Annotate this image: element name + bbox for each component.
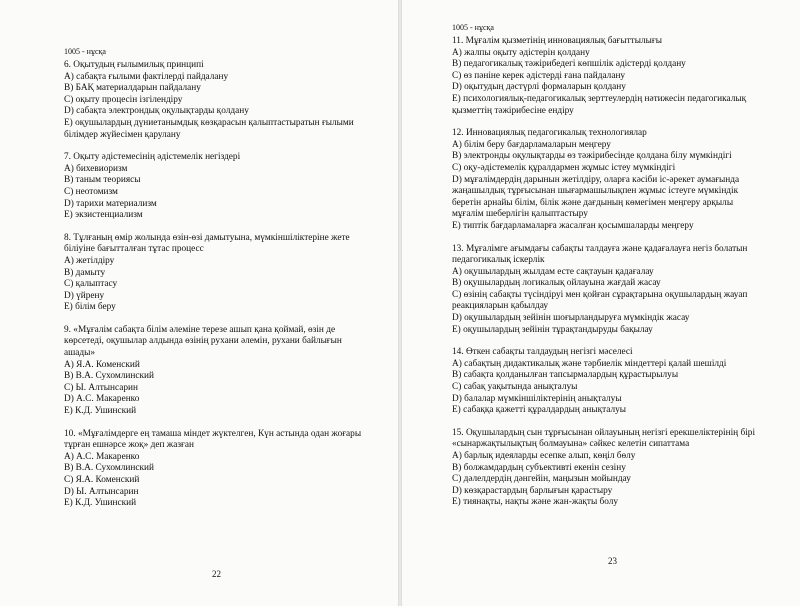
question-block [64, 152, 386, 222]
answer-option: C) өз пәніне керек әдістерді ғана пайдалану [452, 70, 626, 81]
answer-option: B) дамыту [64, 267, 106, 278]
page-header: 1005 - нұсқа [452, 23, 494, 32]
answer-option: B) БАҚ материалдарын пайдалану [64, 83, 201, 94]
question-block [452, 128, 792, 232]
answer-option: D) мұғалімдердің дарынын жетілдіру, оларға кәсіби іс-әрекет аумағында [452, 174, 740, 185]
answer-option: C) оқыту процесін ізгілендіру [64, 94, 183, 105]
question-block [452, 347, 792, 417]
answer-option: B) В.А. Сухомлинский [64, 463, 154, 474]
answer-option: B) таным теориясы [64, 175, 141, 186]
question-text: «сынаржақтылықтың болмауына» сәйкес келетін сипаттама [452, 439, 690, 450]
answer-option: E) типтік бағдарламаларға жасалған қосымшаларды меңгеру [452, 220, 694, 231]
answer-option: B) педагогикалық тәжірибедегі көпшілік әдістерді қолдану [452, 59, 686, 70]
question-text: тұрған ешнәрсе жоқ» деп жазған [64, 440, 194, 451]
question-text: 13. Мұғалімге ағымдағы сабақты талдауға және қадағалауға негіз болатын [452, 243, 748, 254]
answer-option: A) барлық идеяларды есепке алып, көңіл бөлу [452, 451, 636, 461]
answer-option: A) жетілдіру [64, 255, 115, 266]
answer-option: D) оқытудың дәстүрлі формаларын қолдану [452, 82, 626, 93]
answer-option: жаңашылдық тұрғысынан шығармашылықпен жұмыс істеуге мүмкіндік [452, 186, 739, 197]
answer-option: A) сабақта ғылыми фактілерді пайдалану [64, 71, 229, 82]
answer-option: C) дәлелдердің дәнгейін, маңызын мойындау [452, 474, 631, 485]
answer-option: D) балалар мүмкіншіліктерінің анықталуы [452, 393, 622, 404]
answer-option: E) экзистенциализм [64, 210, 143, 221]
question-block [64, 60, 386, 141]
question-block [64, 233, 386, 314]
answer-option: B) электронды оқулықтарды өз тәжірибесінде қолдана білу мүмкіндігі [452, 151, 732, 162]
right-page [402, 0, 800, 606]
answer-option: реакцияларын қабылдау [452, 301, 549, 312]
answer-option: E) оқушылардың зейінін тұрақтандыруды бақылау [452, 324, 653, 335]
left-page [0, 0, 398, 606]
question-text: 8. Тұлғаның өмір жолында өзін-өзі дамытуына, мүмкіншіліктеріне жете [64, 232, 350, 243]
question-text: 9. «Мұғалім сабақта білім әлеміне терезе ашып қана қоймай, өзін де [64, 324, 336, 335]
answer-option: C) неотомизм [64, 186, 118, 197]
answer-option: мұғалім шеберлігін қалыптастыру [452, 209, 588, 220]
page-number: 22 [212, 569, 221, 579]
question-block [64, 325, 386, 418]
answer-option: A) білім беру бағдарламаларын меңгеру [452, 139, 611, 150]
answer-option: A) жалпы оқыту әдістерін қолдану [452, 47, 590, 58]
question-text: ашады» [64, 348, 96, 359]
answer-option: B) болжамдардың субъективті екенін сезіну [452, 462, 626, 473]
question-text: педагогикалық іскерлік [452, 255, 545, 266]
question-block [452, 36, 792, 117]
answer-option: E) оқушылардың дүниетанымдық көзқарасын қалыптастыратын ғылыми [64, 117, 354, 128]
answer-option: A) оқушылардың жылдам есте сақтауын қадағалау [452, 266, 654, 277]
answer-option: D) үйрену [64, 290, 105, 301]
question-text: 10. «Мұғалімдерге ең тамаша міндет жүктелген, Күн астында одан жоғары [64, 428, 362, 439]
question-text: 11. Мұғалім қызметінің инновациялық бағыттылығы [452, 36, 662, 46]
question-list [64, 60, 386, 521]
answer-option: C) Ы. Алтынсарин [64, 382, 138, 393]
question-text: біліуіне бағытталған тұтас процесс [64, 244, 204, 255]
question-block [64, 429, 386, 510]
page-number: 23 [608, 556, 617, 566]
answer-option: C) сабақ уақытында анықталуы [452, 382, 578, 393]
answer-option: A) сабақтың дидактикалық және тәрбиелік міндеттері қалай шешілді [452, 358, 727, 369]
question-text: 7. Оқыту әдістемесінің әдістемелік негіздері [64, 152, 241, 163]
question-text: 6. Оқытудың ғылымилық принципі [64, 60, 204, 70]
answer-option: C) оқу-әдістемелік құралдармен жұмыс істеу мүмкіндігі [452, 162, 676, 173]
answer-option: D) көзқарастардың барлығын қарастыру [452, 485, 613, 496]
question-text: 12. Инновациялық педагогикалық технологиялар [452, 128, 647, 139]
answer-option: B) оқушылардың логикалық ойлауына жағдай жасау [452, 278, 661, 289]
answer-option: D) сабақта электрондық оқулықтарды қолдану [64, 106, 249, 117]
answer-option: D) А.С. Макаренко [64, 394, 140, 405]
page-header: 1005 - нұсқа [64, 47, 106, 56]
answer-option: C) өзінің сабақты түсіндіруі мен қойған сұрақтарына оқушылардың жауап [452, 289, 748, 300]
answer-option: E) К.Д. Ушинский [64, 498, 137, 509]
answer-option: B) сабақта қолданылған тапсырмалардың құрастырылуы [452, 370, 679, 381]
question-block [452, 428, 792, 509]
answer-option: A) А.С. Макаренко [64, 451, 140, 462]
answer-option: C) Я.А. Коменский [64, 475, 140, 485]
answer-option: B) В.А. Сухомлинский [64, 371, 154, 382]
answer-option: қызметтің тәжірибесіне ендіру [452, 105, 574, 116]
answer-option: D) тарихи материализм [64, 198, 157, 209]
answer-option: беретін арнайы білім, білік және дағдының көмегімен меңгеру арқылы [452, 197, 734, 208]
question-text: көрсетеді, оқушылар алдында өзінің рухани әлемін, рухани байлығын [64, 336, 342, 347]
answer-option: C) қалыптасу [64, 279, 118, 290]
answer-option: A) Я.А. Коменский [64, 359, 140, 370]
answer-option: E) К.Д. Ушинский [64, 406, 137, 417]
answer-option: E) тиянақты, нақты және жан-жақты болу [452, 497, 619, 508]
answer-option: A) бихевиоризм [64, 163, 128, 174]
question-block [452, 244, 792, 337]
answer-option: білімдер жүйесімен қарулану [64, 129, 181, 140]
question-text: 14. Өткен сабақты талдаудың негізгі мәселесі [452, 347, 633, 358]
question-list [452, 36, 792, 520]
answer-option: E) психологиялық-педагогикалық зерттеулердің нәтижесін педагогикалық [452, 93, 747, 104]
answer-option: E) білім беру [64, 302, 116, 313]
answer-option: D) Ы. Алтынсарин [64, 486, 139, 497]
answer-option: D) оқушылардың зейінін шоғырландыруға мүмкіндік жасау [452, 313, 690, 324]
question-text: 15. Оқушылардың сын тұрғысынан ойлауының негізгі ерекшеліктерінің бірі [452, 427, 756, 438]
answer-option: E) сабаққа қажетті құралдардың анықталуы [452, 405, 627, 416]
